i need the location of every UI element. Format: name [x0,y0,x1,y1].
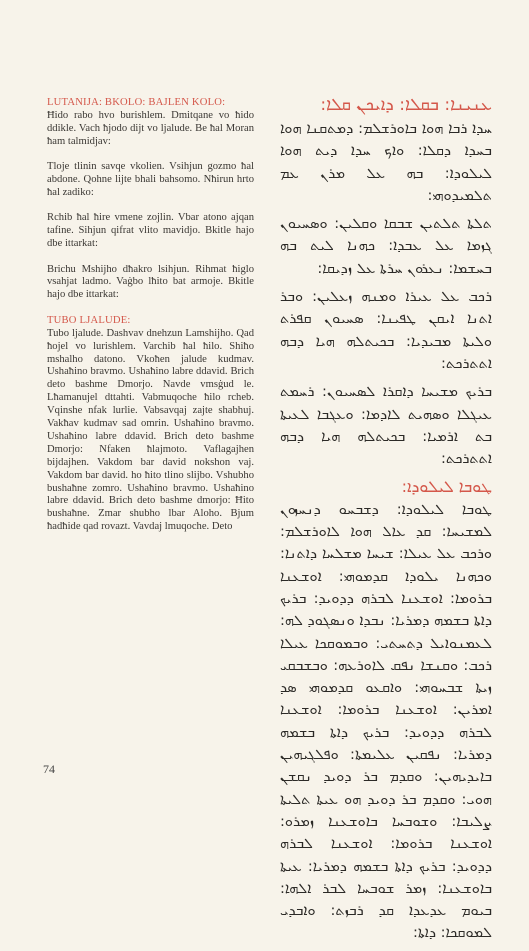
stanza-4: Brichu Mshijho dħakro lsihjun. Rihmat ħiglo vsahjat ladmo. Vaġbo lħito bat armoje. Bkitle hajo dbe ittarkat: [47,263,254,301]
syriac-column [280,94,492,951]
syriac-stanza-2: ܬܠܬܐ ܬܠܬܝܢ ܫܒܩܐ ܘܩܠܝܢ: ܘܣܚܝܘܢ ܓܙܡܐ ܥܠ ܥܒܕܐ: ܟܗܢܐ ܠܝܬ ܒܗ ܒܚܫܡܐ: ܢܥܪܘܢ ܚܪܬܐ ܥܠ ܙܕܝܩܐ: [280,216,492,277]
stanza-2: Tloje tlinin savqe vkolien. Vsihjun gozmo ħal abdone. Qohne lijte bhali bahsomo. Nħirun hrto ħal zadiko: [47,161,254,198]
section-heading-lutanija: LUTANIJA: BKOLO: BAJLEN KOLO: [47,97,226,108]
page-number: 74 [43,762,55,776]
syriac-text-2: ܛܘܒܐ ܠܝܠܘܕܐ: ܕܫܒܚܘ ܕܢܚܙܘܢ ܠܡܫܝܚܐ: ܩܕ ܥܐܠ ܗܘܐ ܠܐܘܪܫܠܡ: ܘܪܟܒ ܥܠ ܥܝܠܐ: ܫܝܚܐ ܡܫܠܚܐ ܕܐܬܢܐ: ܘܟܗܢܐ ܝܠܘܕܐ ܩܕܡܘܗܝ: ܐܘܫܥܢܐ ܒܪܘܡܐ: ܐܘܫܥܢܐ ܠܒܪܗ ܕܕܘܝܕ: ܒܪܝܟ ܕܐܬܐ ܒܫܡܗ ܕܡܪܝܐ: ܢܒܕܐ ܘܢܣܓܘܕ ܠܗ: ܠܥܡܢܘܐܝܠ ܕܬܚܬܝ: ܘܒܡܘܩܟܐ ܥܝܠܐ ܪܟܒ: ܘܩܢܫܐ ܢܦܩ ܠܐܘܪܥܗ: ܘܒܫܒܩܝ ܙܝܬܐ ܫܒܚܘܗܝ: ܘܐܩܥܘ ܩܕܡܘܗܝ ܣܕ ܐܡܪܝܢ: ܐܘܫܥܢܐ ܒܪܘܡܐ: ܐܘܫܥܢܐ ܠܒܪܗ ܕܕܘܝܕ: ܒܪܝܟ ܕܐܬܐ ܒܫܡܗ ܕܡܪܝܐ: ܢܦܩܝܢ ܥܠܝܡܬܐ: ܘܦܠܓܝܗܝܢ ܒܐܝܕܝܗܝܢ: ܘܩܕܡ ܒܪ ܕܘܝܕ ܢܩܫܢ ܗܘܝ: ܘܩܕܡ ܒܪ ܕܘܝܕ ܗܘ ܥܝܬܐ ܬܠܝܬܐ ܨܠܝܒܐ: ܘܫܘܒܚܐ ܒܐܘܫܥܢܐ ܙܡܪܘ: ܐܘܫܥܢܐ ܒܪܘܡܐ: ܐܘܫܥܢܐ ܠܒܪܗ ܕܕܘܝܕ: ܒܪܝܟ ܕܐܬܐ ܒܫܡܗ ܕܡܪܝܐ: ܥܝܬܐ ܒܐܘܫܥܢܐ: ܙܡܪ ܫܘܒܚܐ ܠܒܪ ܐܠܗܐ: ܒܝܘܡ ܥܕܥܕܐ ܩܕ ܪܒܙܬ: ܘܐܒܕܝ ܠܡܘܩܟܐ: ܕܐܬܐ: [280,501,492,942]
stanza-1: Ħido rabo hvo burishlem. Dmitqane vo ħido ddikle. Vach ħjodo dijt vo ljalude. Be ħal Moran ħam talmidjav: [47,109,254,147]
syriac-heading-2: ܛܘܒܐ ܠܝܠܘܕܐ: [401,477,492,497]
stanza-3: Rchib ħal ħire vmene zojlin. Vbar atono ajqan tafine. Sihjun qifrat vlito mavidjo. Bkitle hajo dbe ittarkat: [47,212,254,250]
latin-column [47,97,254,547]
section-tubo [47,315,254,534]
syriac-title: ܥܢܝܢܐ: ܒܩܠܐ: ܕܐܝܟܢ ܩܠܐ: [320,95,492,115]
syriac-stanza-3: ܪܟܒ ܥܠ ܥܝܪܐ ܘܡܢܗ ܙܥܠܝܢ: ܘܒܪ ܐܬܢܐ ܐܝܩܢ ܛܦܝܢܐ: ܣܚܝܘܢ ܩܦܪܬ ܘܠܝܬܐ ܡܒܝܕܝܐ: ܒܟܝܬܠܗ ܗܝܐ ܕܒܗ ܐܬܬܪܟܬ: [280,289,492,372]
section-heading-tubo: TUBO LJALUDE: [47,314,131,326]
syriac-stanza-4: ܒܪܝܟ ܡܫܝܚܐ ܕܐܩܪܐ ܠܣܚܝܘܢ: ܪܚܡܬ ܥܝܓܠܐ ܘܣܗܝܬ ܠܐܕܡܐ: ܘܥܓܒܐ ܠܥܝܬܐ ܒܬ ܐܪܡܝܐ: ܒܟܝܬܠܗ ܗܝܐ ܕܒܗ ܐܬܬܪܟܬ: [280,384,492,468]
syriac-stanza-1: ܚܕܐ ܪܒܐ ܗܘܐ ܒܐܘܪܫܠܡ: ܕܡܬܩܢܐ ܗܘܐ ܒܚܕܐ ܕܩܠܐ: ܘܐܟ ܚܕܐ ܕܝܬ ܗܘܐ ܠܝܠܘܕܐ: ܒܗ ܥܠ ܡܪܢ ܥܡ ܬܠܡܝܕܘܗܝ: [280,121,492,204]
section-tubo-text: Tubo ljalude. Dashvav dnehzun Lamshijho. Qad ħojel vo lurishlem. Varchib ħal ħilo. Shiħo mshalho datono. Vkoħen jalude kudmav. Ushaħino bravmo. Ushaħino labre ddavid. Brich deto bashme Dmorjo. Navde vmsġud le. Lħamanujel dttahti. Vabmuqoche ħilo rcheb. Vqinshe nfak lurlie. Vabsavqaj zajte shabhuj. Vakħav kudmav sad omrin. Ushaħino bravmo. Ushaħino labre ddavid. Brich deto bashme Dmorjo: Nfaken ħlajmoto. Vaflagajhen bijdajhen. Vakdom bar david nokshon vaj. Vakdom bar david. ho ħito tlino slijbo. Vshubho bushaħne zomro. Ushaħino bravmo. Ushaħino labre ddavid. Brich deto bashme dmorjo: Ħito bushaħne. Zmar shubho lbar Aloho. Bjum ħadħide qad rovazt. Vavdaj lmuqoche. Deto [47,327,254,533]
